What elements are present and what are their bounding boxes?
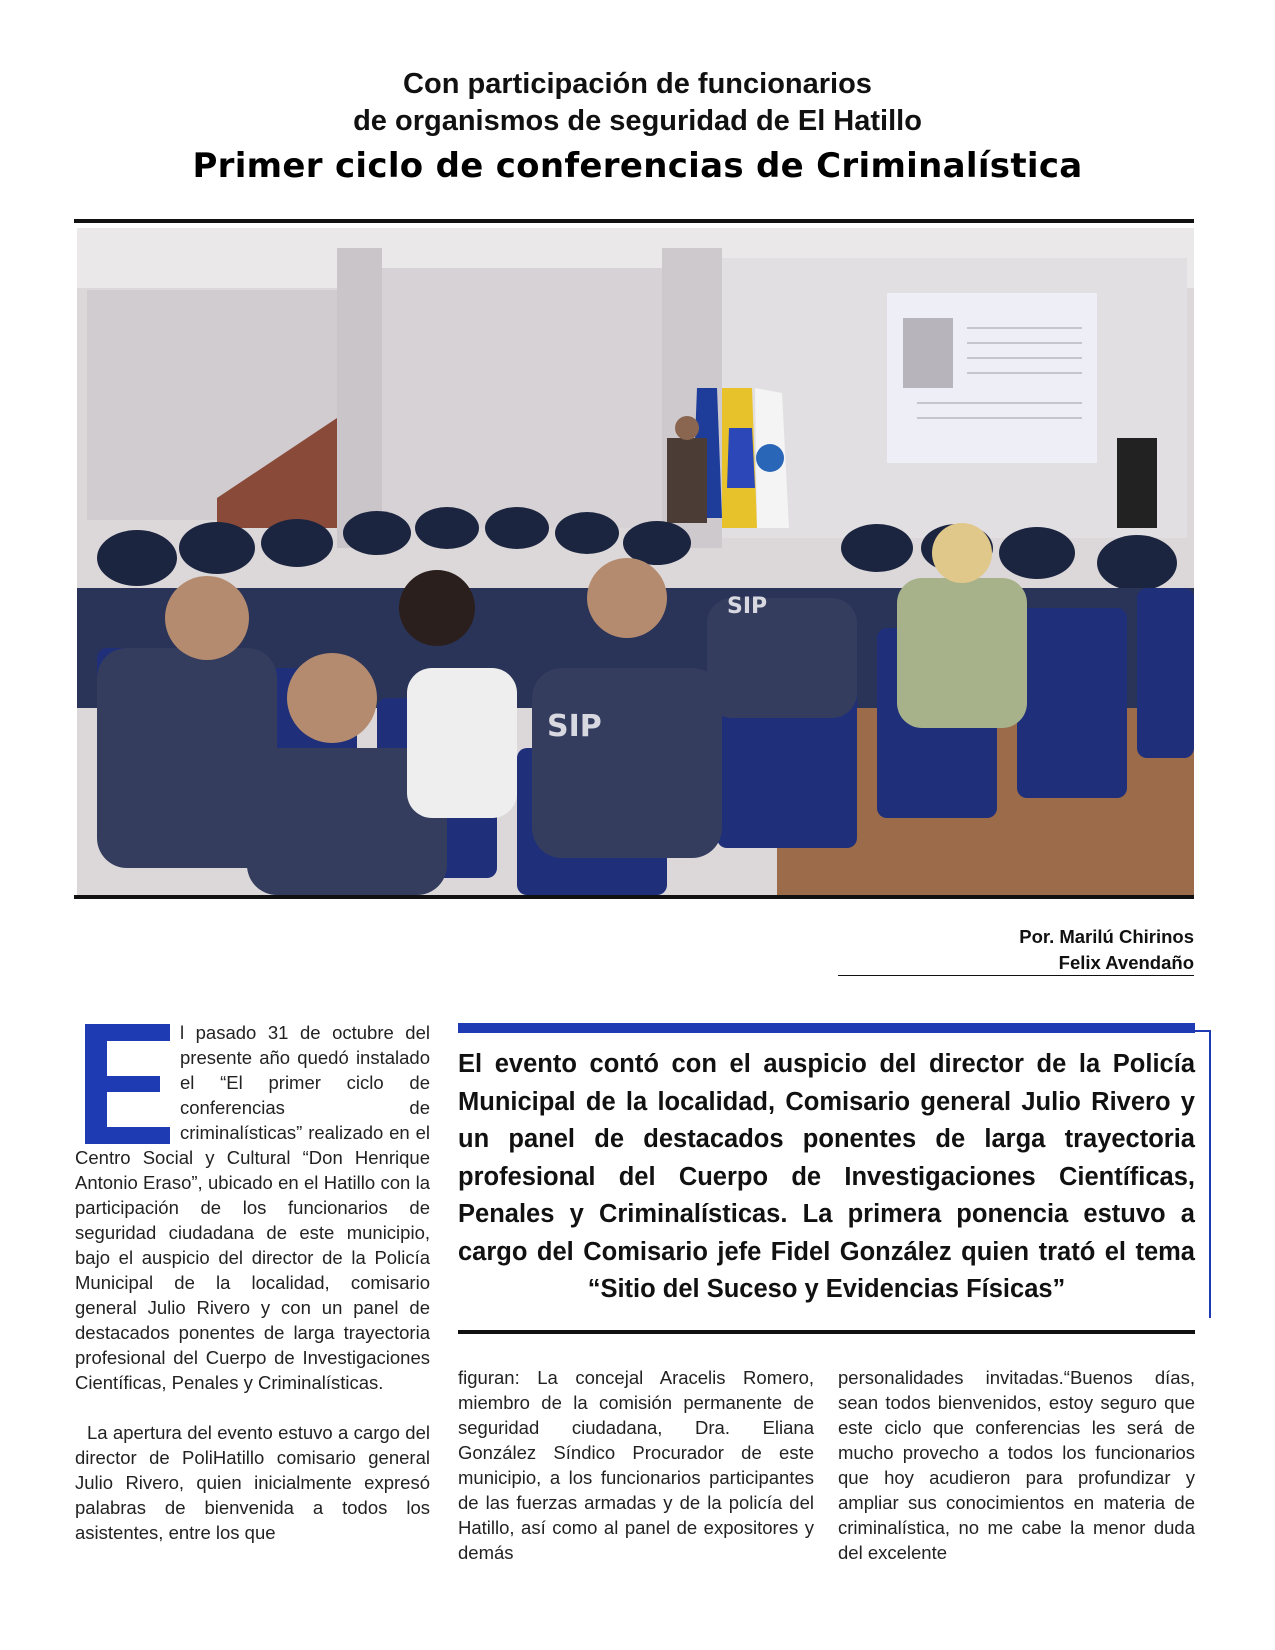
photo-bottom-rule: [74, 895, 1194, 899]
byline: [1019, 924, 1194, 976]
column-1-paragraph-2: La apertura del evento estuvo a cargo del director de PoliHatillo comisario general Julio Rivero, quien inicialmente expresó palabras de bienvenida a todos los asistentes, entre los que: [75, 1422, 430, 1543]
pull-quote: El evento contó con el auspicio del director de la Policía Municipal de la localidad, Comisario general Julio Rivero y un panel de destacados ponentes de larga trayectoria profesional del Cuerpo de Investigaciones Científicas, Penales y Criminalísticas. La primera ponencia estuvo a cargo del Comisario jefe Fidel González quien trató el tema “Sitio del Suceso y Evidencias Físicas”: [458, 1050, 1195, 1303]
byline-author-1: Por. Marilú Chirinos: [1019, 926, 1194, 947]
pull-quote-top-bar: [458, 1023, 1195, 1033]
conference-photo: [77, 228, 1194, 895]
article-headline: Primer ciclo de conferencias de Criminalística: [192, 146, 1083, 186]
drop-cap-letter-e: [85, 1024, 170, 1144]
column-1-paragraph-1: l pasado 31 de octubre del presente año quedó instalado el “El primer ciclo de conferencias de criminalísticas” realizado en el Centro Social y Cultural “Don Henrique Antonio Eraso”, ubicado en el Hatillo con la participación de los funcionarios de seguridad ciudadana de este municipio, bajo el auspicio del director de la Policía Municipal de la localidad, comisario general Julio Rivero y con un panel de destacados ponentes de larga trayectoria profesional del Cuerpo de Investigaciones Científicas, Penales y Criminalísticas.: [75, 1022, 430, 1393]
column-2-paragraph: figuran: La concejal Aracelis Romero, miembro de la comisión permanente de seguridad ciudadana, Dra. Eliana González Síndico Procurador de este municipio, a los funcionarios participantes de las fuerzas armadas y de la policía del Hatillo, así como al panel de expositores y demás: [458, 1367, 814, 1563]
article-column-2: [458, 1365, 814, 1565]
top-rule: [74, 219, 1194, 223]
photo-shirt-sip-2: SIP: [727, 594, 768, 619]
kicker-line-2: de organismos de seguridad de El Hatillo: [353, 105, 922, 137]
byline-author-2: Felix Avendaño: [1058, 952, 1194, 973]
article-column-3: [838, 1365, 1195, 1565]
byline-rule: [838, 975, 1194, 976]
drop-cap: [85, 1024, 170, 1144]
pull-quote-bottom-rule: [458, 1330, 1195, 1334]
pull-quote-side-rule: [1209, 1030, 1211, 1318]
column-3-paragraph: personalidades invitadas.“Buenos días, sean todos bienvenidos, estoy seguro que este ciclo que conferencias les será de mucho provecho a todos los funcionarios que hoy acudieron para profundizar y ampliar sus conocimientos en materia de criminalística, no me cabe la menor duda del excelente: [838, 1367, 1195, 1563]
kicker-line-1: Con participación de funcionarios: [403, 68, 872, 100]
article-kicker: [0, 66, 1275, 140]
conference-photo-illustration: [77, 228, 1194, 895]
article-column-1: [75, 1020, 430, 1545]
photo-shirt-sip: SIP: [547, 709, 602, 744]
